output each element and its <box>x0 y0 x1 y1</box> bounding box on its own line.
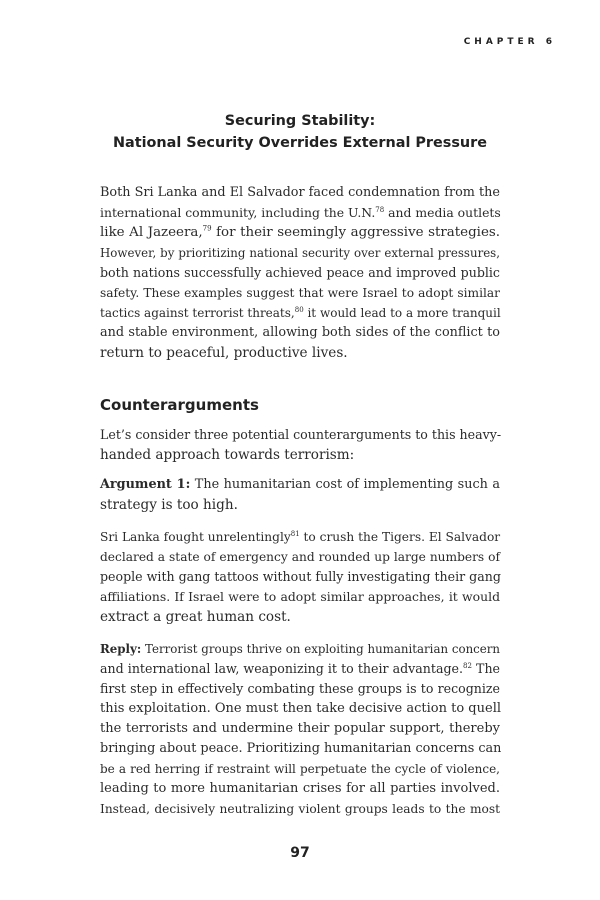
text-line: and stable environment, allowing both sides of the conflict to <box>100 325 500 340</box>
argument-label: Argument 1: <box>100 477 191 492</box>
text-line: first step in effectively combating these groups is to recognize <box>100 681 500 696</box>
text-line: declared a state of emergency and rounded up large numbers of <box>100 550 500 564</box>
text-line: international community, including the U.N.$^{78}$ and media outlets <box>100 205 501 220</box>
text-line: However, by prioritizing national security over external pressures, <box>100 246 500 260</box>
footnote-ref: 80 <box>294 306 304 314</box>
paragraph-stability <box>100 183 500 363</box>
text-line: safety. These examples suggest that were Israel to adopt similar <box>100 286 500 300</box>
text-line: Both Sri Lanka and El Salvador faced condemnation from the <box>100 185 500 200</box>
text-line: be a red herring if restraint will perpetuate the cycle of violence, <box>100 762 500 776</box>
footnote-ref: 79 <box>202 224 212 233</box>
text-line: Instead, decisively neutralizing violent groups leads to the most <box>100 802 500 816</box>
text-line: return to peaceful, productive lives. <box>100 345 348 361</box>
text-line: tactics against terrorist threats,$^{80}$ it would lead to a more tranquil <box>100 306 501 320</box>
reply-label: Reply: <box>100 642 142 656</box>
text-line: this exploitation. One must then take decisive action to quell <box>100 701 502 716</box>
text-line: affiliations. If Israel were to adopt similar approaches, it would <box>100 589 500 604</box>
paragraph-sri-lanka <box>100 527 500 627</box>
footnote-ref: 78 <box>375 205 385 214</box>
text-line: extract a great human cost. <box>100 609 291 625</box>
text-line: people with gang tattoos without fully investigating their gang <box>100 569 501 584</box>
text-line: Sri Lanka fought unrelentingly$^{81}$ to crush the Tigers. El Salvador <box>100 529 501 544</box>
chapter-label: CHAPTER 6 <box>463 37 556 47</box>
text-line: strategy is too high. <box>100 497 238 513</box>
paragraph-argument-1 <box>100 475 500 515</box>
footnote-ref: 81 <box>290 529 300 538</box>
paragraph-intro <box>100 425 500 465</box>
text-line: like Al Jazeera,$^{79}$ for their seemingly aggressive strategies. <box>100 224 500 240</box>
section-title <box>60 110 540 154</box>
text-line: Let’s consider three potential counterarguments to this heavy- <box>100 427 502 442</box>
section-title-line-2: National Security Overrides External Pressure <box>112 135 488 151</box>
text-line: Reply: Terrorist groups thrive on exploiting humanitarian concern <box>100 642 500 656</box>
text-line: both nations successfully achieved peace and improved public <box>100 265 500 280</box>
text-line: and international law, weaponizing it to their advantage.$^{82}$ The <box>100 661 501 676</box>
footnote-ref: 82 <box>463 661 472 670</box>
text-line: the terrorists and undermine their popular support, thereby <box>100 721 500 736</box>
text-line: handed approach towards terrorism: <box>100 447 355 463</box>
section-title-line-1: Securing Stability: <box>224 113 376 129</box>
text-line: Argument 1: The humanitarian cost of implementing such a <box>100 477 500 492</box>
text-line: leading to more humanitarian crises for all parties involved. <box>100 781 500 796</box>
page-number: 97 <box>290 845 310 861</box>
text-line: bringing about peace. Prioritizing humanitarian concerns can <box>100 741 502 756</box>
paragraph-reply <box>100 639 500 819</box>
counterarguments-heading: Counterarguments <box>100 396 259 414</box>
